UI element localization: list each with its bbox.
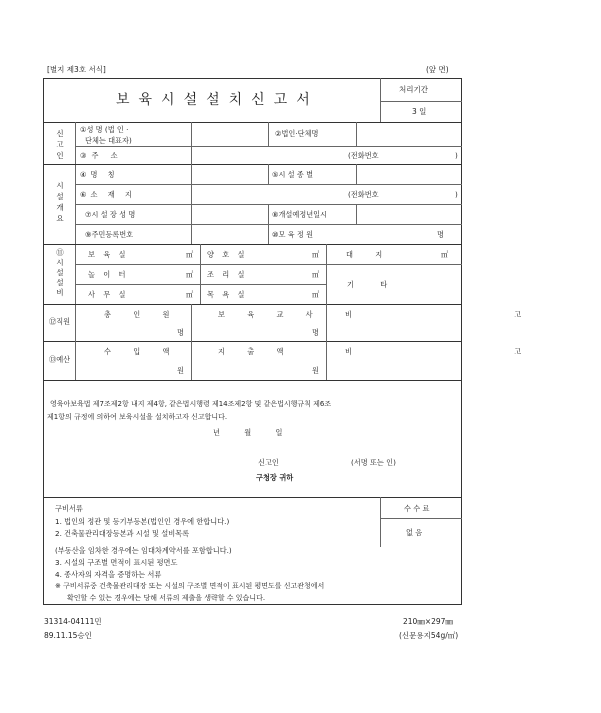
resident-number-label: ⑨주민등록번호 bbox=[85, 230, 134, 239]
paper-size: 210㎜×297㎜ bbox=[403, 617, 453, 626]
budget-expense-unit: 원 bbox=[312, 366, 319, 375]
fee-label: 수 수 료 bbox=[404, 504, 430, 513]
approval-date: 89.11.15승인 bbox=[44, 631, 92, 640]
area-row-1-label-2: 양 호 실 bbox=[207, 250, 248, 259]
facility-name-field[interactable] bbox=[192, 165, 267, 183]
facility-type-label: ⑤시 설 종 별 bbox=[272, 170, 314, 179]
budget-expense-header: 지 출 액 bbox=[218, 347, 294, 356]
budget-section-label: ⑬예산 bbox=[49, 355, 71, 364]
area-row-3-unit-1: ㎡ bbox=[186, 290, 194, 299]
location-label: ⑥소 재 지 bbox=[80, 190, 136, 199]
resident-number-field[interactable] bbox=[192, 225, 267, 243]
applicant-phone-close: ) bbox=[455, 151, 458, 160]
staff-teacher-unit: 명 bbox=[312, 328, 319, 337]
address-label: ③주 소 bbox=[80, 151, 123, 160]
budget-income-header: 수 입 액 bbox=[104, 347, 180, 356]
staff-total-unit: 명 bbox=[177, 328, 184, 337]
staff-total-header: 총 인 원 bbox=[104, 310, 180, 319]
area-row-2-label-2: 조 리 실 bbox=[207, 270, 248, 279]
area-etc-label: 기 타 bbox=[347, 280, 400, 289]
org-name-field[interactable] bbox=[357, 123, 461, 145]
docs-item-3: 3. 시설의 구조별 면적이 표시된 평면도 bbox=[55, 558, 178, 567]
applicant-phone-label: (전화번호 bbox=[348, 151, 379, 160]
signer-label: 신고인 bbox=[258, 458, 279, 467]
form-code: 31314-04111민 bbox=[44, 617, 102, 626]
docs-item-2-note: (부동산을 임차한 경우에는 임대차계약서를 포함합니다.) bbox=[55, 546, 232, 555]
area-row-1-unit-1: ㎡ bbox=[186, 250, 194, 259]
staff-section-label: ⑫직원 bbox=[49, 317, 71, 326]
area-row-2-label-1: 놀 이 터 bbox=[88, 270, 129, 279]
location-field[interactable] bbox=[192, 185, 342, 203]
docs-item-4: 4. 종사자의 자격을 증명하는 서류 bbox=[55, 570, 162, 579]
budget-note-header: 비 고 bbox=[345, 347, 601, 356]
processing-value: 3 일 bbox=[412, 107, 427, 116]
paper-type: (신문용지54g/㎡) bbox=[399, 631, 459, 640]
statement-date: 년 월 일 bbox=[213, 428, 283, 437]
area-row-3-unit-2: ㎡ bbox=[312, 290, 320, 299]
budget-expense-field[interactable] bbox=[192, 361, 310, 377]
fee-value: 없 음 bbox=[406, 528, 423, 537]
staff-teacher-field[interactable] bbox=[192, 323, 310, 339]
name-label-sub: 단체는 대표자) bbox=[85, 136, 132, 145]
docs-note-1: ※ 구비서류중 건축물관리대장 또는 시설의 구조별 면적이 표시된 평면도를 신고관청에서 bbox=[55, 582, 325, 590]
form-title: 보육시설설치신고서 bbox=[116, 92, 319, 108]
area-row-2-unit-2: ㎡ bbox=[312, 270, 320, 279]
open-date-field[interactable] bbox=[357, 205, 461, 223]
statement-line-1: 영육아보육법 제7조제2항 내지 제4항, 같은법시행령 제14조제2항 및 같은법시행규칙 제6조 bbox=[50, 400, 332, 408]
facility-section-label: 시설개요 bbox=[56, 181, 64, 223]
director-name-label: ⑦시 설 장 성 명 bbox=[85, 210, 136, 219]
area-row-3-label-1: 사 무 실 bbox=[88, 290, 129, 299]
docs-note-2: 확인할 수 있는 경우에는 당해 서류의 제출을 생략할 수 있습니다. bbox=[67, 594, 266, 602]
page-side: (앞 면) bbox=[426, 65, 449, 74]
open-date-label: ⑧개설예정년일시 bbox=[272, 210, 328, 219]
facility-phone-close: ) bbox=[455, 190, 458, 199]
area-row-1-label-1: 보 육 실 bbox=[88, 250, 129, 259]
area-section-label: ⑪시설설비 bbox=[56, 248, 64, 297]
area-row-2-unit-1: ㎡ bbox=[186, 270, 194, 279]
docs-title: 구비서류 bbox=[55, 504, 83, 513]
capacity-unit: 명 bbox=[437, 230, 444, 239]
applicant-name-field[interactable] bbox=[192, 123, 267, 145]
statement-line-2: 제1항의 규정에 의하여 보육시설을 설치하고자 신고합니다. bbox=[47, 413, 228, 421]
facility-phone-label: (전화번호 bbox=[348, 190, 379, 199]
applicant-section-label: 신고인 bbox=[56, 129, 64, 160]
signature-placeholder[interactable]: (서명 또는 인) bbox=[351, 458, 396, 467]
recipient: 구청장 귀하 bbox=[256, 473, 294, 482]
name-label: ①성 명 (법 인 · bbox=[80, 125, 129, 134]
staff-total-field[interactable] bbox=[76, 323, 176, 339]
form-number: [별지 제3호 서식] bbox=[47, 65, 106, 74]
applicant-address-field[interactable] bbox=[192, 147, 342, 163]
area-row-1-unit-2: ㎡ bbox=[312, 250, 320, 259]
capacity-label: ⑩모 육 정 원 bbox=[272, 230, 314, 239]
processing-label: 처리기간 bbox=[399, 85, 428, 94]
area-row-1-unit-3: ㎡ bbox=[441, 250, 449, 259]
budget-income-unit: 원 bbox=[177, 366, 184, 375]
area-row-3-label-2: 목 욕 실 bbox=[207, 290, 248, 299]
facility-type-field[interactable] bbox=[357, 165, 461, 183]
staff-note-header: 비 고 bbox=[345, 310, 601, 319]
facility-name-label: ④명 칭 bbox=[80, 170, 119, 179]
org-label: ②법인·단체명 bbox=[275, 129, 319, 138]
director-name-field[interactable] bbox=[192, 205, 267, 223]
area-row-1-label-3: 대 지 bbox=[346, 250, 393, 259]
docs-item-1: 1. 법인의 정관 및 등기부등본(법인인 경우에 한합니다.) bbox=[55, 517, 230, 526]
docs-item-2: 2. 건축물관리대장등본과 시설 및 설비목록 bbox=[55, 529, 190, 538]
budget-income-field[interactable] bbox=[76, 361, 176, 377]
staff-teacher-header: 보 육 교 사 bbox=[218, 310, 323, 319]
